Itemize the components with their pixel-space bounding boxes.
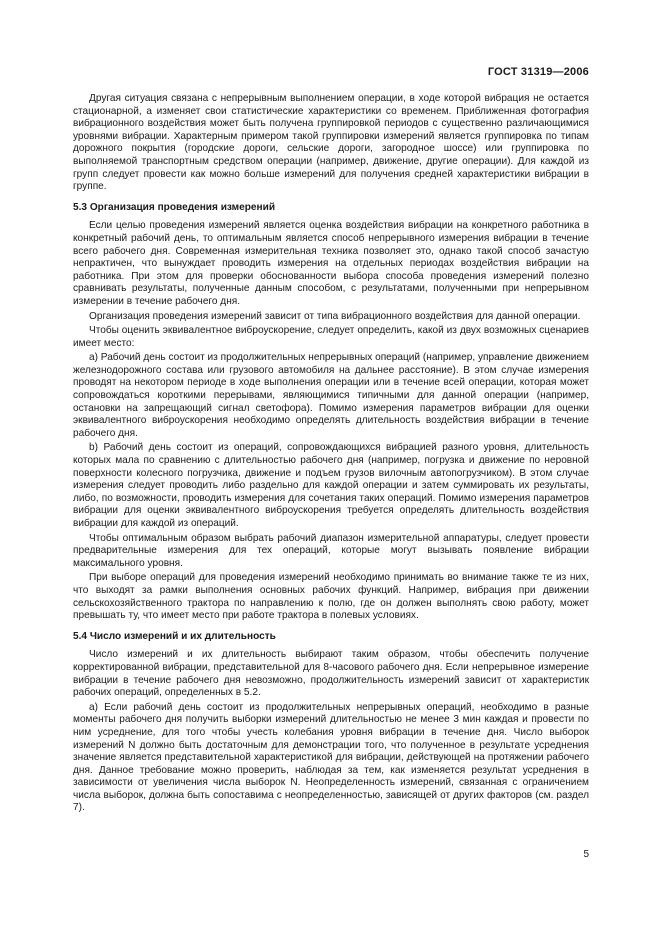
section-5-3-paragraph: Чтобы оптимальным образом выбрать рабочий диапазон измерительной аппаратуры, следует провести предварительные измерения для тех операций, которые могут вызывать появление вибрации максимального уровня. bbox=[73, 532, 589, 569]
section-5-3-paragraph: Чтобы оценить эквивалентное виброускорение, следует определить, какой из двух возможных сценариев имеет место: bbox=[73, 325, 589, 349]
page-content bbox=[73, 93, 589, 817]
page-number: 5 bbox=[583, 849, 589, 860]
section-5-3-heading: 5.3 Организация проведения измерений bbox=[73, 201, 276, 213]
section-5-3-paragraph: Организация проведения измерений зависит от типа вибрационного воздействия для данной операции. bbox=[89, 310, 581, 322]
section-5-3-paragraph: При выборе операций для проведения измерений необходимо принимать во внимание также те из них, что выходят за рамки выполнения основных рабочих функций. Например, вибрация при движении сельскохозяйственного трактора по направлению к полю, где он должен выполнять свою работу, может превышать ту, что имеет место при работе трактора в полевых условиях. bbox=[73, 572, 589, 622]
section-5-4-paragraph: Число измерений и их длительность выбирают таким образом, чтобы обеспечить получение корректированной вибрации, представительной для 8-часового рабочего дня. Если непрерывное измерение вибрации в течение рабочего дня невозможно, продолжительность измерений зависит от характеристик рабочих операций, определенных в 5.2. bbox=[73, 649, 589, 699]
section-5-3-item-b: b) Рабочий день состоит из операций, сопровождающихся вибрацией разного уровня, длительность которых мала по сравнению с длительностью рабочего дня (например, погрузка и движение по неровной поверхности колесного погрузчика, движение и подъем грузов вилочным автопогрузчиком). В этом случае измерения следует проводить либо раздельно для каждой операции и затем суммировать их результаты, либо, по возможности, проводить измерения для сочетания таких операций. Помимо измерения параметров вибрации для оценки эквивалентного виброускорения требуется определять длительность воздействия вибрации для каждой из операций. bbox=[73, 442, 589, 529]
intro-paragraph: Другая ситуация связана с непрерывным выполнением операции, в ходе которой вибрация не остается стационарной, а изменяет свои статистические характеристики со временем. Приближенная фотография вибрационного воздействия может быть получена группировкой периодов с существенно различающимися уровнями вибрации. Характерным примером такой группировки измерений является группировка по типам дорожного покрытия (городские дороги, сельские дороги, загородное шоссе) или группировка по выполняемой транспортным средством операции (например, движение, другие операции). Для каждой из групп следует провести как можно больше измерений для получения средней характеристики вибрации в группе. bbox=[73, 93, 589, 193]
section-5-3-item-a: a) Рабочий день состоит из продолжительных непрерывных операций (например, управление движением железнодорожного состава или грузового автомобиля на дальнее расстояние). В этом случае измерения проводят на некотором периоде в ходе выполнения операции или в течение всей операции, которая может сопровождаться короткими перерывами, являющимися типичными для данной операции (например, остановки на запрещающий сигнал светофора). Помимо измерения параметров вибрации для оценки эквивалентного виброускорения необходимо определять длительность воздействия вибрации в течение рабочего дня. bbox=[73, 352, 589, 439]
section-5-4-heading: 5.4 Число измерений и их длительность bbox=[73, 630, 276, 642]
section-5-3-paragraph: Если целью проведения измерений является оценка воздействия вибрации на конкретного работника в конкретный рабочий день, то оптимальным является способ непрерывного измерения вибрации в течение всего рабочего дня. Современная измерительная техника позволяет это, однако такой способ зачастую непрактичен, что вынуждает проводить измерения на отдельных периодах воздействия вибрации на работника. При этом для проверки обоснованности выбора способа проведения измерений полезно сравнивать результаты, полученные данным способом, с результатами, полученными при непрерывном измерении в течение рабочего дня. bbox=[73, 220, 589, 307]
section-5-4-item-a: a) Если рабочий день состоит из продолжительных непрерывных операций, необходимо в разные моменты рабочего дня получить выборки измерений длительностью не менее 3 мин каждая и провести по ним усреднение, для того чтобы учесть колебания уровня вибрации в течение дня. Число выборок измерений N должно быть достаточным для демонстрации того, что полученное в результате усреднения значение является представительной характеристикой для вибрации, действующей на протяжении рабочего дня. Данное требование можно проверить, наблюдая за тем, как изменяется результат усреднения в зависимости от увеличения числа выборок N. Неопределенность измерений, связанная с ограничением числа выборок, должна быть сопоставима с неопределенностью, зависящей от других факторов (см. раздел 7). bbox=[73, 701, 589, 814]
standard-designation: ГОСТ 31319—2006 bbox=[487, 66, 589, 78]
